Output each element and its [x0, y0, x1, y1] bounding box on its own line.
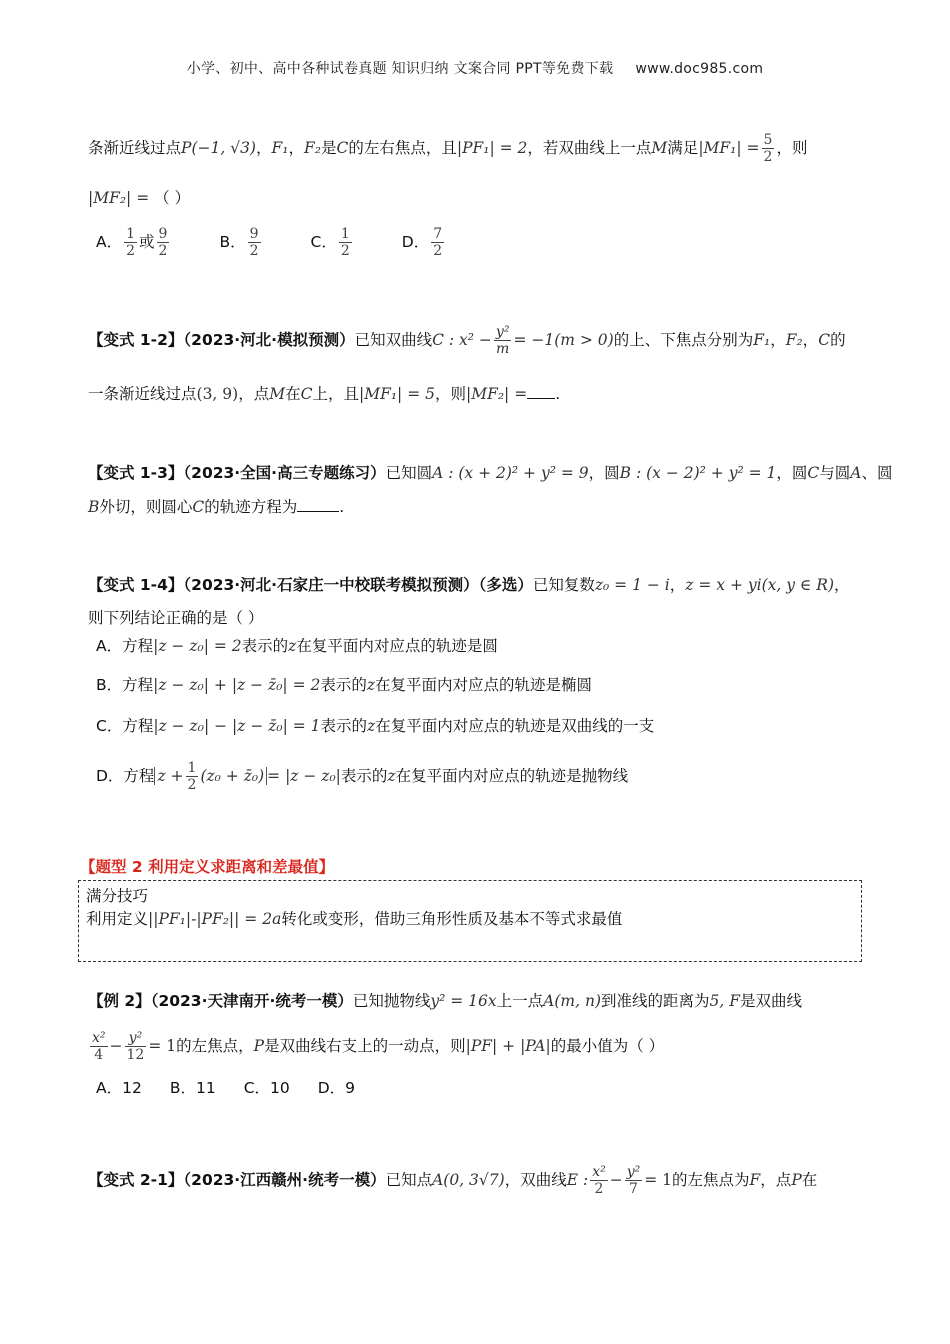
- source-label: （2023·全国·高三专题练习）: [183, 464, 386, 482]
- answer-blank[interactable]: [297, 497, 339, 512]
- tip-content: 利用定义||PF₁|-|PF₂|| = 2a转化或变形，借助三角形性质及基本不等式求最值: [86, 910, 623, 928]
- variant-tag: 【变式 1-4】: [88, 576, 184, 594]
- text: ，若双曲线上一点: [527, 139, 652, 158]
- fraction: $\frac{5}{2}$: [763, 132, 773, 166]
- header-site-link[interactable]: www.doc985.com: [635, 61, 764, 77]
- problem-continuation-line-1: 条渐近线过点P(−1, √3)，F₁，F₂是C的左右焦点，且|PF₁| = 2，若双曲线上一点M满足|MF₁| = $\frac{5}{2}$ ，则: [88, 132, 808, 166]
- tip-title: 满分技巧: [86, 887, 149, 905]
- variant-tag: 【变式 1-2】: [88, 331, 184, 350]
- source-label: （2023·河北·模拟预测）: [183, 331, 355, 350]
- text: ，则: [776, 139, 808, 158]
- answer-paren: （ ）: [154, 189, 191, 207]
- section-heading-type-2: 【题型 2 利用定义求距离和差最值】: [80, 858, 335, 876]
- problem-continuation-line-2: [88, 189, 190, 208]
- source-label: （2023·江西赣州·统考一模）: [183, 1171, 386, 1190]
- option-c[interactable]: C． $\frac{1}{2}$: [310, 226, 350, 260]
- variant-2-1-line-1: 【变式 2-1】（2023·江西赣州·统考一模）已知点A(0, 3√7)，双曲线E : $\frac{\text{x²}}{2}$ − $\frac{\text{y²}}{7}$ = 1的左焦点为F，点P在: [88, 1164, 818, 1198]
- math-mf2: |MF₂| =: [88, 189, 150, 207]
- math-mf1: |MF₁| =: [698, 139, 760, 158]
- variant-1-4-option-c[interactable]: C．方程|z − z₀| − |z − z̄₀| = 1表示的z在复平面内对应点的轨迹是双曲线的一支: [96, 717, 655, 735]
- example-2-line-1: 【例 2】（2023·天津南开·统考一模）已知抛物线y² = 16x上一点A(m, n)到准线的距离为5, F是双曲线: [88, 992, 803, 1010]
- math-c: C: [336, 139, 349, 158]
- math-pf1: |PF₁| = 2: [456, 139, 528, 158]
- variant-1-3-line-1: 【变式 1-3】（2023·全国·高三专题练习）已知圆A : (x + 2)² + y² = 9，圆B : (x − 2)² + y² = 1，圆C与圆A、圆: [88, 464, 893, 482]
- variant-1-4-line-1: 【变式 1-4】（2023·河北·石家庄一中校联考模拟预测）（多选）已知复数z₀ = 1 − i，z = x + yi(x, y ∈ R)，: [88, 576, 850, 594]
- option-c[interactable]: C．10: [243, 1079, 290, 1097]
- variant-1-4-option-b[interactable]: B．方程|z − z₀| + |z − z̄₀| = 2表示的z在复平面内对应点的轨迹是椭圆: [96, 676, 593, 694]
- text: 满足: [667, 139, 699, 158]
- source-label: （2023·河北·石家庄一中校联考模拟预测）: [183, 576, 479, 594]
- option-d[interactable]: D．9: [317, 1079, 356, 1097]
- variant-1-3-line-2: B外切，则圆心C的轨迹方程为 .: [88, 498, 345, 516]
- variant-1-4-option-d[interactable]: D．方程 z + $\frac{1}{2}$ (z₀ + z̄₀) = |z − z₀|表示的z在复平面内对应点的轨迹是抛物线: [96, 760, 629, 794]
- variant-tag: 【变式 2-1】: [88, 1171, 184, 1190]
- math-m: M: [651, 139, 668, 158]
- option-b[interactable]: B． $\frac{9}{2}$: [219, 226, 259, 260]
- answer-blank[interactable]: [527, 384, 555, 399]
- variant-tag: 【变式 1-3】: [88, 464, 184, 482]
- math-eq: C : x² −: [432, 331, 492, 350]
- source-label: （2023·天津南开·统考一模）: [150, 992, 353, 1010]
- text: 是: [320, 139, 337, 158]
- text: 的左右焦点，且: [348, 139, 457, 158]
- problem-options: [96, 226, 494, 259]
- option-d[interactable]: D． $\frac{7}{2}$: [401, 226, 443, 260]
- option-a[interactable]: A． $\frac{1}{2}$ 或 $\frac{9}{2}$: [96, 226, 168, 260]
- page-header: [0, 58, 950, 78]
- example-2-options: [96, 1079, 403, 1098]
- text: 条渐近线过点: [88, 139, 182, 158]
- variant-1-2-line-1: 【变式 1-2】（2023·河北·模拟预测）已知双曲线C : x² − $\frac{\text{y²}}{m}$ = −1(m > 0)的上、下焦点分别为F₁，F₂，C的: [88, 324, 846, 358]
- variant-1-2-line-2: 一条渐近线过点(3, 9)，点M在C上，且|MF₁| = 5，则|MF₂| = .: [88, 385, 561, 403]
- example-2-line-2: $\frac{\text{x²}}{4}$ − $\frac{\text{y²}}{12}$ = 1的左焦点，P是双曲线右支上的一动点，则|PF| + |PA|的最小值为（ ）: [92, 1030, 665, 1064]
- option-b[interactable]: B．11: [169, 1079, 216, 1097]
- example-tag: 【例 2】: [88, 992, 151, 1010]
- variant-1-4-option-a[interactable]: A．方程|z − z₀| = 2表示的z在复平面内对应点的轨迹是圆: [96, 637, 498, 655]
- option-a[interactable]: A．12: [96, 1079, 142, 1097]
- math-point-p: P(−1, √3): [181, 139, 256, 158]
- header-text: 小学、初中、高中各种试卷真题 知识归纳 文案合同 PPT等免费下载: [186, 61, 614, 77]
- math-f2: F₂: [303, 139, 321, 158]
- variant-1-4-line-2: 则下列结论正确的是（ ）: [88, 609, 264, 627]
- math-f1: F₁: [271, 139, 289, 158]
